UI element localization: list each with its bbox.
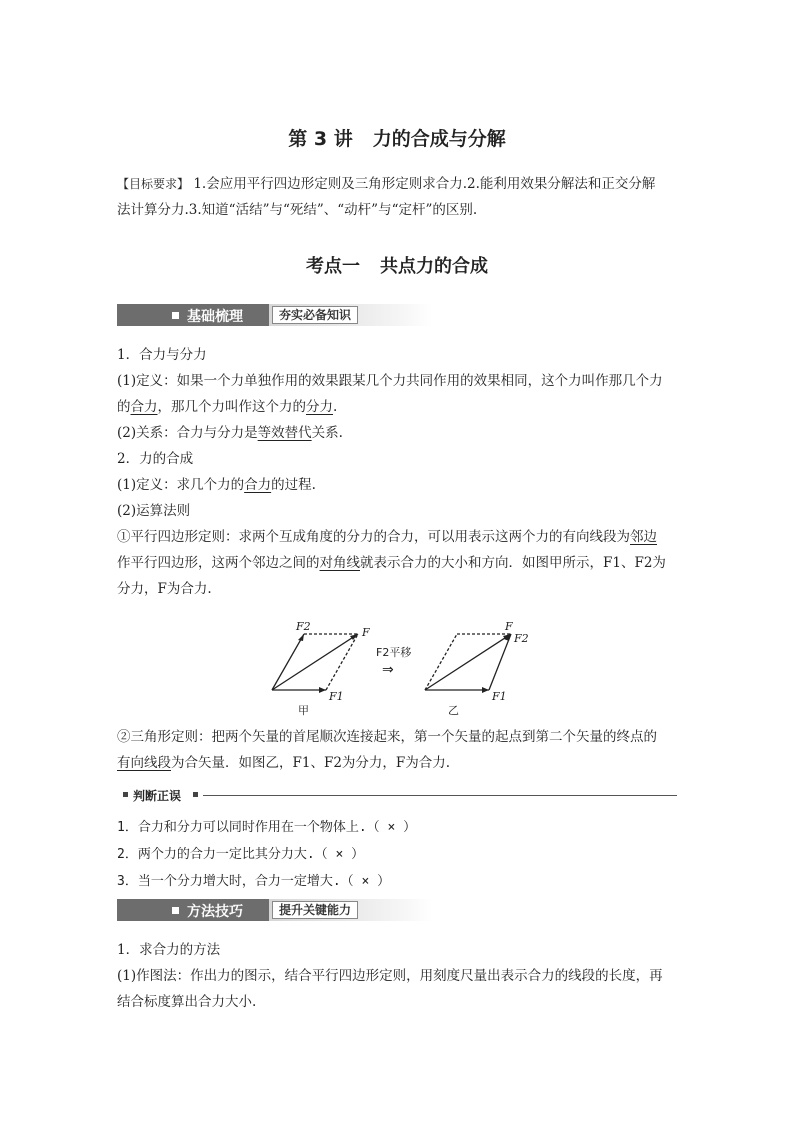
- arrow-text: F2平移: [376, 646, 412, 659]
- goal-tag: 【目标要求】: [117, 177, 190, 191]
- judge-item-3: 3．当一个分力增大时，合力一定增大.（ × ）: [117, 874, 391, 889]
- banner-tag: 夯实必备知识: [272, 306, 358, 324]
- page-title: 第 3 讲 力的合成与分解: [288, 128, 506, 150]
- judge-item-2: 2．两个力的合力一定比其分力大.（ × ）: [117, 847, 365, 862]
- f-vector-left: [272, 634, 358, 690]
- label-f1-right: F1: [492, 690, 507, 703]
- caption-right: 乙: [448, 704, 459, 717]
- content-block-1: 1．合力与分力 (1)定义：如果一个力单独作用的效果跟某几个力共同作用的效果相同，这个力叫作那几个力 的合力，那几个力叫作这个力的分力. (2)关系：合力与分力是等效替代关系. 2．力的合成 (1)定义：求几个力的合力的过程. (2)运算法则 ①平行四边形定则：求两个互成角度的分力的合力，可以用表示这两个力的有向线段为邻边 作平行四边形，这两个邻边之间的对角线就表示合力的大小和方向．如图甲所示，F1、F2为 分力，F为合力.: [117, 347, 666, 597]
- caption-left: 甲: [298, 704, 309, 717]
- label-f1-left: F1: [329, 690, 344, 703]
- content-block-2: 1．求合力的方法 (1)作图法：作出力的图示，结合平行四边形定则，用刻度尺量出表示合力的线段的长度，再 结合标度算出合力大小.: [117, 942, 663, 1010]
- parallelogram-figure: [262, 618, 542, 718]
- arrow-symbol: ⇒: [382, 662, 394, 678]
- judge-item-1: 1．合力和分力可以同时作用在一个物体上.（ × ）: [117, 820, 417, 835]
- banner-methods: 方法技巧 提升关键能力: [117, 899, 432, 921]
- section-title: 考点一 共点力的合成: [306, 256, 488, 277]
- label-f-right: F: [505, 620, 513, 633]
- judge-header: 判断正误: [117, 787, 677, 803]
- f-vector-right: [425, 634, 511, 690]
- label-f-left: F: [362, 626, 370, 639]
- triangle-rule-paragraph: ②三角形定则：把两个矢量的首尾顺次连接起来，第一个矢量的起点到第二个矢量的终点的 有向线段为合矢量．如图乙，F1、F2为分力，F为合力.: [117, 729, 657, 771]
- banner-tag: 提升关键能力: [272, 901, 358, 919]
- f2-vector-left: [272, 634, 304, 690]
- banner-basics: 基础梳理 夯实必备知识: [117, 304, 432, 326]
- goal-paragraph: 【目标要求】 1.会应用平行四边形定则及三角形定则求合力.2.能利用效果分解法和正交分解 法计算分力.3.知道“活结”与“死结”、“动杆”与“定杆”的区别.: [117, 176, 656, 218]
- label-f2-right: F2: [514, 632, 529, 645]
- f2-vector-right: [489, 634, 511, 690]
- label-f2-left: F2: [296, 620, 311, 633]
